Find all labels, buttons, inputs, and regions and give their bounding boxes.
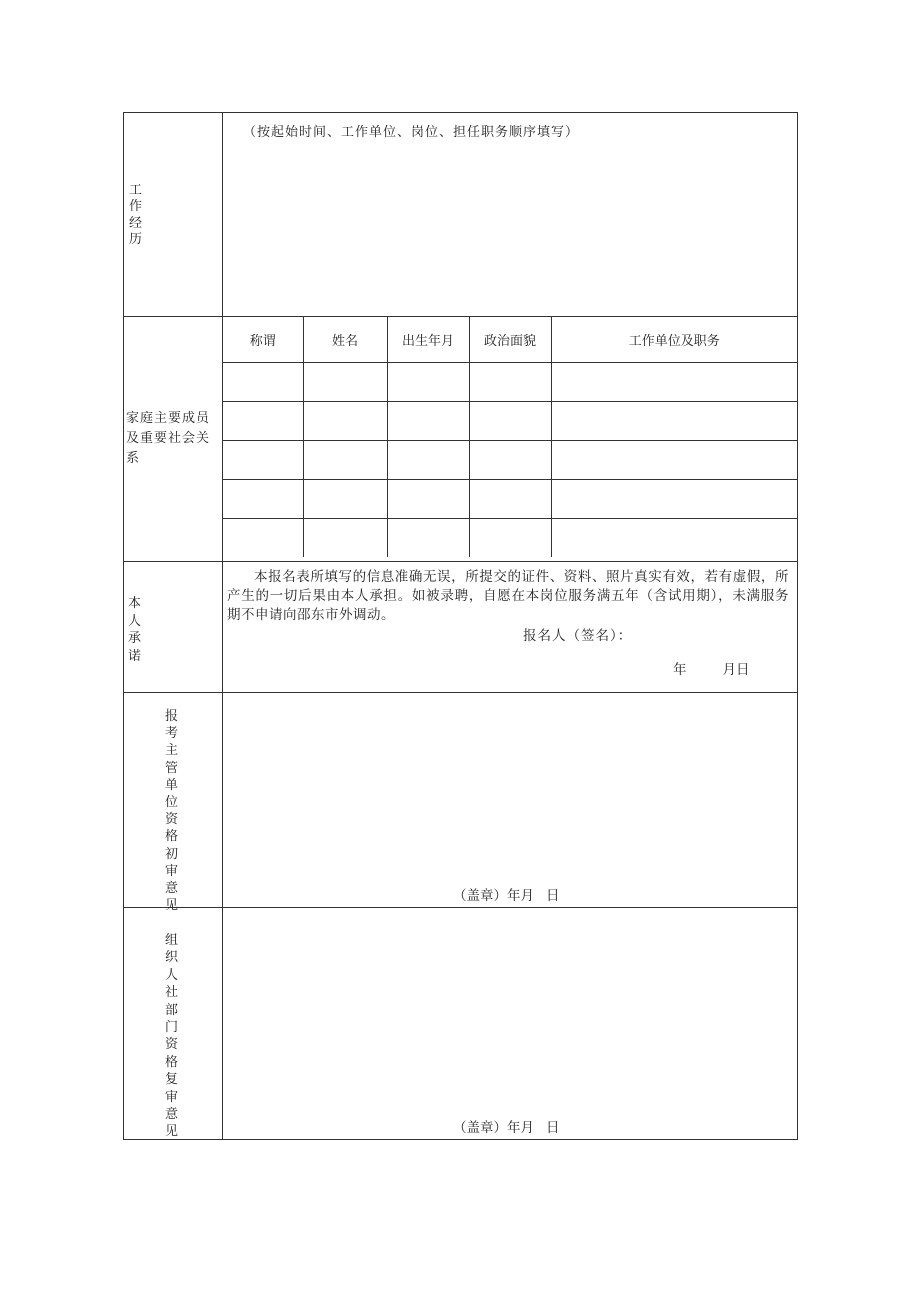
work-history-field[interactable] — [223, 113, 797, 316]
date-year: 年 — [673, 662, 687, 678]
initial-review-field[interactable] — [223, 693, 797, 907]
work-history-label: 工作经历 — [129, 183, 143, 248]
final-review-label: 组织人社部门资格复审意见 — [165, 933, 179, 1140]
family-cell[interactable] — [551, 362, 797, 401]
work-history-label-cell — [124, 113, 223, 316]
family-cell[interactable] — [387, 401, 469, 440]
pledge-label-cell — [124, 562, 223, 692]
family-cell[interactable] — [223, 362, 303, 401]
family-cell[interactable] — [469, 479, 551, 518]
family-cell[interactable] — [387, 362, 469, 401]
work-history-row — [124, 113, 797, 317]
work-history-hint: （按起始时间、工作单位、岗位、担任职务顺序填写） — [243, 125, 580, 140]
family-cell[interactable] — [387, 518, 469, 557]
family-cell[interactable] — [469, 518, 551, 557]
family-cell[interactable] — [303, 479, 387, 518]
registration-form — [123, 112, 798, 1140]
family-cell[interactable] — [469, 440, 551, 479]
family-row-entry — [223, 479, 797, 518]
family-cell[interactable] — [551, 401, 797, 440]
stamp-text: （盖章）年月 — [453, 1120, 534, 1136]
family-cell[interactable] — [223, 440, 303, 479]
pledge-row — [124, 562, 797, 693]
pledge-date — [673, 658, 750, 678]
family-cell[interactable] — [551, 440, 797, 479]
date-month-day: 月日 — [722, 662, 750, 678]
family-header-cell: 出生年月 — [387, 317, 469, 362]
stamp-day: 日 — [546, 1120, 560, 1136]
family-cell[interactable] — [387, 440, 469, 479]
family-header-cell: 称谓 — [223, 317, 303, 362]
family-cell[interactable] — [551, 479, 797, 518]
family-cell[interactable] — [303, 401, 387, 440]
family-table — [223, 317, 797, 557]
family-row-entry — [223, 440, 797, 479]
family-cell[interactable] — [303, 440, 387, 479]
family-cell[interactable] — [387, 479, 469, 518]
family-cell[interactable] — [469, 362, 551, 401]
initial-review-stamp — [453, 884, 560, 904]
stamp-text: （盖章）年月 — [453, 888, 534, 904]
family-row-entry — [223, 401, 797, 440]
pledge-text: 本报名表所填写的信息准确无误，所提交的证件、资料、照片真实有效，若有虚假，所产生的一切后果由本人承担。如被录聘，自愿在本岗位服务满五年（含试用期），未满服务期不申请向邵东市外调动。 — [227, 569, 789, 623]
initial-review-label-cell — [124, 693, 223, 914]
family-cell[interactable] — [303, 362, 387, 401]
family-header-cell: 工作单位及职务 — [551, 317, 797, 362]
family-header-row — [223, 317, 797, 362]
family-cell[interactable] — [223, 518, 303, 557]
family-label: 家庭主要成员及重要社会关系 — [126, 411, 211, 466]
final-review-field[interactable] — [223, 908, 797, 1139]
family-header-cell: 姓名 — [303, 317, 387, 362]
pledge-content — [223, 562, 797, 692]
family-cell[interactable] — [469, 401, 551, 440]
family-label-cell — [124, 317, 223, 561]
family-row-entry — [223, 518, 797, 557]
family-cell[interactable] — [223, 401, 303, 440]
pledge-label: 本人承诺 — [128, 596, 142, 664]
final-review-row — [124, 908, 797, 1139]
family-table-area — [223, 317, 797, 561]
signer-label: 报名人（签名）： — [523, 628, 633, 644]
stamp-day: 日 — [546, 888, 560, 904]
initial-review-label: 报考主管单位资格初审意见 — [165, 709, 179, 914]
family-row — [124, 317, 797, 562]
family-cell[interactable] — [303, 518, 387, 557]
family-cell[interactable] — [223, 479, 303, 518]
final-review-label-cell — [124, 908, 223, 1139]
initial-review-row — [124, 693, 797, 914]
final-review-stamp — [453, 1116, 560, 1136]
family-cell[interactable] — [551, 518, 797, 557]
family-row-entry — [223, 362, 797, 401]
family-header-cell: 政治面貌 — [469, 317, 551, 362]
